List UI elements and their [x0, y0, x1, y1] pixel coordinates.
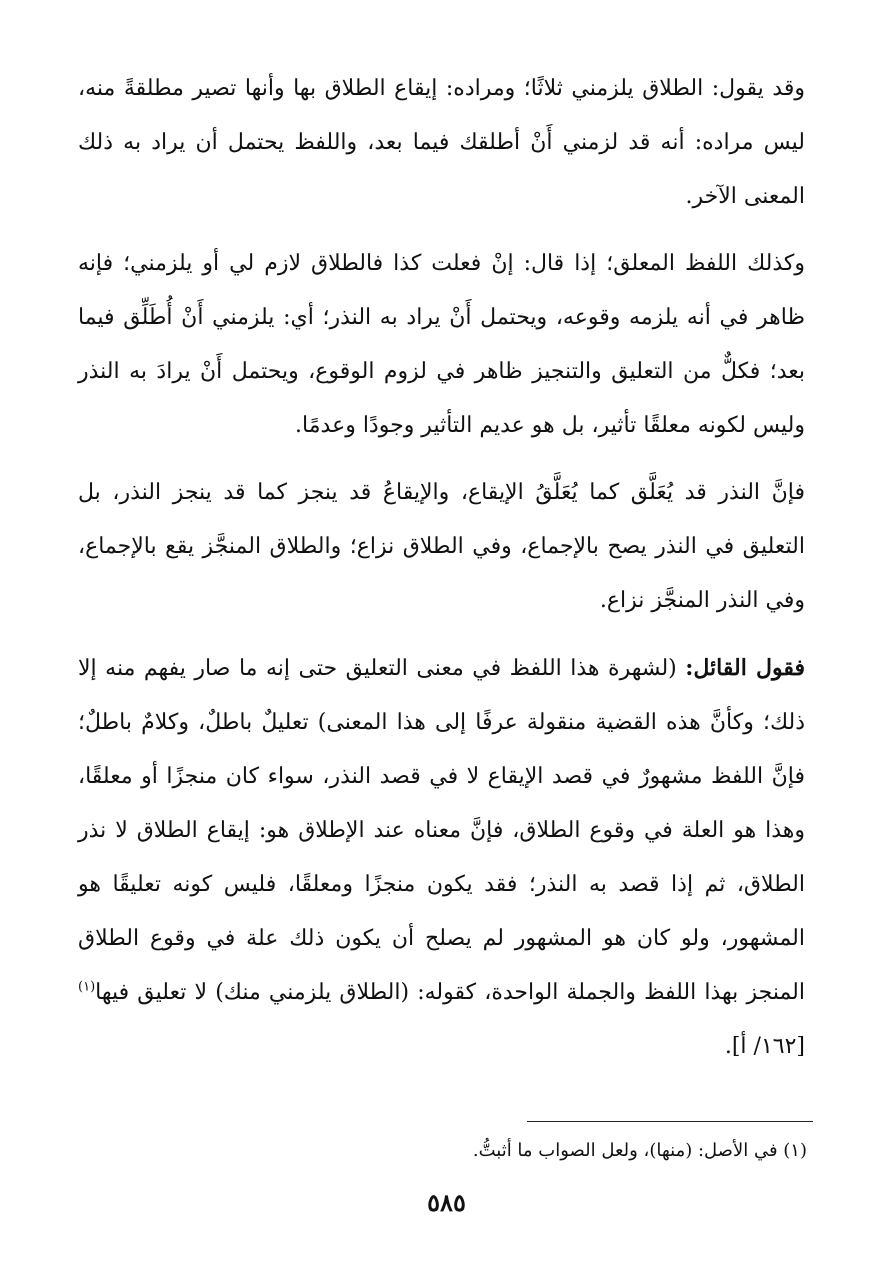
paragraph-3: [78, 466, 805, 628]
page-number: ٥٨٥: [427, 1188, 466, 1217]
footnote: [107, 1136, 807, 1166]
footnote-text: (١) في الأصل: (منها)، ولعل الصواب ما أثبتُّ.: [472, 1140, 807, 1161]
paragraph-2: [78, 237, 805, 453]
paragraph-2-text: وكذلك اللفظ المعلق؛ إذا قال: إنْ فعلت كذا فالطلاق لازم لي أو يلزمني؛ فإنه ظاهر في أنه يلزمه وقوعه، ويحتمل أَنْ يراد به النذر؛ أي: يلزمني أَنْ أُطَلِّق فيما بعد؛ فكلٌّ من التعليق والتنجيز ظاهر في لزوم الوقوع، ويحتمل أَنْ يرادَ به النذر وليس لكونه معلقًا تأثير، بل هو عديم التأثير وجودًا وعدمًا.: [78, 251, 805, 438]
paragraph-4-tail: [١٦٢/ أ].: [724, 1034, 805, 1059]
footnote-reference: (١): [78, 979, 96, 995]
paragraph-1-text: وقد يقول: الطلاق يلزمني ثلاثًا؛ ومراده: إيقاع الطلاق بها وأنها تصير مطلقةً منه، ليس مراده: أنه قد لزمني أَنْ أطلقك فيما بعد، واللفظ يحتمل أن يراد به ذلك المعنى الآخر.: [78, 76, 805, 209]
footnote-separator: [527, 1121, 813, 1122]
paragraph-1: [78, 62, 805, 224]
paragraph-4-text: (لشهرة هذا اللفظ في معنى التعليق حتى إنه ما صار يفهم منه إلا ذلك؛ وكأنَّ هذه القضية منقولة عرفًا إلى هذا المعنى) تعليلٌ باطلٌ، وكلامٌ باطلٌ؛ فإنَّ اللفظ مشهورٌ في قصد الإيقاع لا في قصد النذر، سواء كان منجزًا أو معلقًا، وهذا هو العلة في وقوع الطلاق، فإنَّ معناه عند الإطلاق هو: إيقاع الطلاق لا نذر الطلاق، ثم إذا قصد به النذر؛ فقد يكون منجزًا ومعلقًا، فليس كونه تعليقًا هو المشهور، ولو كان هو المشهور لم يصلح أن يكون ذلك علة في وقوع الطلاق المنجز بهذا اللفظ والجملة الواحدة، كقوله: (الطلاق يلزمني منك) لا تعليق فيها: [78, 656, 805, 1005]
paragraph-4: [78, 641, 805, 1074]
paragraph-4-lead: فقول القائل:: [685, 655, 805, 681]
paragraph-3-text: فإنَّ النذر قد يُعَلَّق كما يُعَلَّقُ الإيقاع، والإيقاعُ قد ينجز كما قد ينجز النذر، بل التعليق في النذر يصح بالإجماع، وفي الطلاق نزاع؛ والطلاق المنجَّز يقع بالإجماع، وفي النذر المنجَّز نزاع.: [78, 480, 805, 613]
